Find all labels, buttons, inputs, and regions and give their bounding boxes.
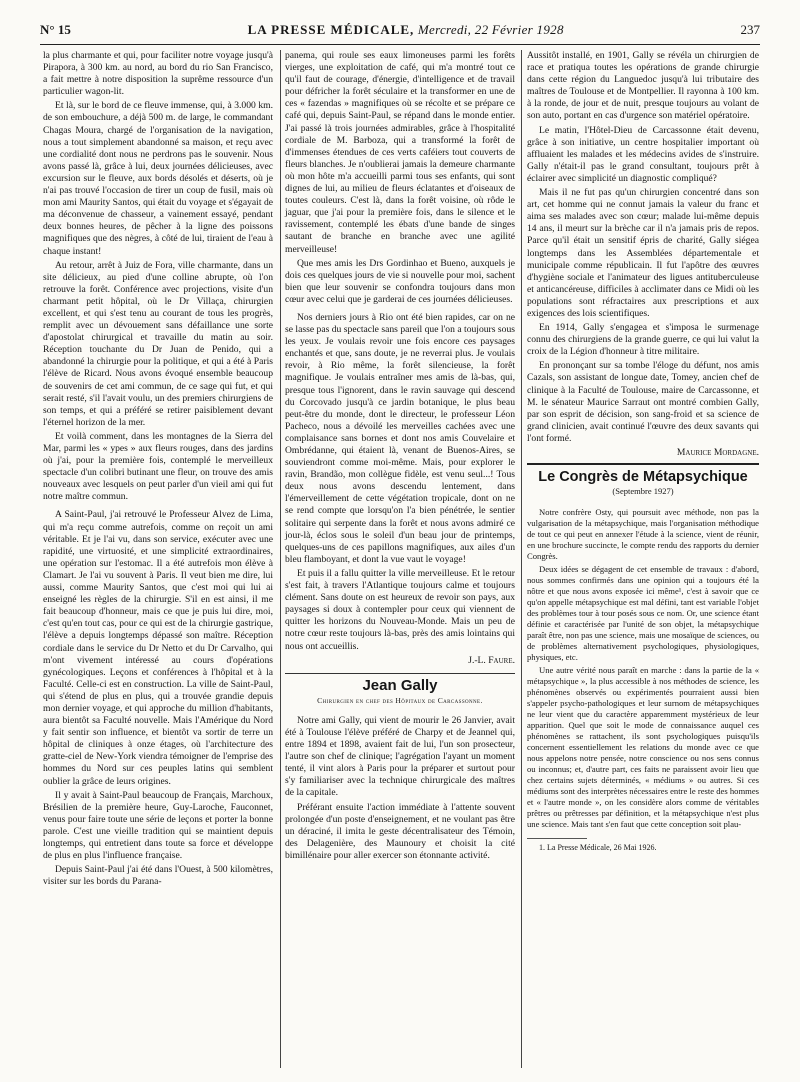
paragraph: Une autre vérité nous paraît en marche : dans la partie de la « métapsychique », la plus accessible à nos méthodes de science, les phénomènes observés ou expérimentés pourraient aussi bien s'appeler psycho-pathologiques et leur surnom de métapsychiques ne leur vient que du caractère apparemment mystérieux de leur apparition. Quel que soit le mode de connaissance auquel ces phénomènes se rattachent, ils sont psychologiques puisqu'ils concernent essentiellement les relations du monde avec ce que nous appelons notre pensée, notre conscience ou nos sens connus ou inconnus; et, d'autre part, ces faits ne paraissent avoir lieu que chez certains sujets déterminés, « médiums » ou autres. Si ces médiums sont des interprètes nécessaires entre le reste des hommes et « l'autre monde », on les considère alors comme de véritables prêtres ou prêtresses par définition, et la métapsychique n'est plus une science. Mais tant s'en faut que cette conception soit plau- (527, 665, 759, 830)
footnote: 1. La Presse Médicale, 26 Mai 1926. (539, 843, 657, 853)
column-divider (280, 50, 281, 1068)
paragraph: Depuis Saint-Paul j'ai été dans l'Ouest, à 500 kilomètres, visiter sur les bords du Parana- (43, 864, 273, 888)
paragraph: Aussitôt installé, en 1901, Gally se révéla un chirurgien de race et pratiqua toutes les opérations de grande chirurgie dans cette région du Languedoc jusqu'à lui tributaire des maîtres de Toulouse et de Montpellier. Il rayonna à 100 km. à la ronde, de jour et de nuit, presque toujours au volant de son auto, portant en cas d'urgence son matériel opératoire. (527, 50, 759, 122)
masthead (248, 22, 564, 38)
journal-name: LA PRESSE MÉDICALE, (247, 22, 415, 37)
article-title: Jean Gally (362, 676, 438, 694)
paragraph: Et là, sur le bord de ce fleuve immense, qui, à 3.000 km. de son embouchure, a déjà 500 m. de large, le commandant Chagas Moura, chargé de l'organisation de la navigation, nous a tout simplement abandonné sa maison, et reçu avec une cordialité dont nous ne perdrons pas le souvenir. Nous avons passé là, grâce à lui, deux journées délicieuses, avec excursion sur le fleuve, aux bords désolés et déserts, où je n'ai pas trouvé l'occasion de tirer un coup de fusil, mais où mon ami Maurity Santos, qui était du voyage et s'égayait de ma déconvenue de chasseur, a vainement essayé, pendant deux bonnes heures, de pêcher à la ligne des poissons magnifiques que des nègres, à côté de lui, tiraient de l'eau à chaque instant! (43, 100, 273, 257)
article-subtitle: Chirurgien en chef des Hôpitaux de Carcassonne. (317, 695, 483, 705)
page-header (40, 22, 760, 44)
column-divider (521, 50, 522, 1068)
paragraph: En prononçant sur sa tombe l'éloge du défunt, nos amis Cazals, son assistant de longue date, Tomey, ancien chef de clinique à la Faculté de Toulouse, maire de Carcassonne, et M. le sénateur Maurice Sarraut ont montré combien Gally, par son esprit de décision, son sang-froid et sa science de grand clinicien, avait continué l'œuvre des deux savants qui l'ont formé. (527, 360, 759, 444)
paragraph: Que mes amis les Drs Gordinhao et Bueno, auxquels je dois ces quelques jours de vie si nouvelle pour moi, sachent bien que leur souvenir se confondra toujours dans mon cœur avec celui que je garderai de ces journées délicieuses. (285, 257, 515, 305)
paragraph: Notre confrère Osty, qui poursuit avec méthode, non pas la vulgarisation de la métapsychique, mais l'organisation méthodique de tout ce qui peut en annexer l'étude à la science, vient de réunir, en une brochure succincte, le compte rendu des rapports du dernier Congrès. (527, 507, 759, 562)
paragraph: la plus charmante et qui, pour faciliter notre voyage jusqu'à Pirapora, à 300 km. au nord, au bord du rio San Francisco, a fait mettre à notre disposition la suprême ressource d'un particulier wagon-lit. (43, 50, 273, 98)
page-number: 237 (740, 22, 760, 37)
paragraph: Préférant ensuite l'action immédiate à l'attente souvent prolongée d'un poste d'enseignement, et ne voulant pas être un déraciné, il imita le geste décentralisateur des Témoin, des Delagenière, des Maunoury et choisit la cité bimillénaire pour aller exercer son étonnante activité. (285, 801, 515, 861)
header-rule (40, 44, 760, 45)
paragraph: Et voilà comment, dans les montagnes de la Sierra del Mar, parmi les « ypes » aux fleurs rouges, dans des jardins où j'ai, pour la première fois, contemplé le merveilleux spectacle d'un colibri butinant une fleur, on trouve des amis nouveaux avec lesquels on peut parler d'un vieil ami qui fut notre maître commun. (43, 430, 273, 503)
paragraph: En 1914, Gally s'engagea et s'imposa le surmenage connu des chirurgiens de la grande guerre, ce qui lui valut la croix de la Légion d'honneur à titre militaire. (527, 322, 759, 358)
paragraph: Et puis il a fallu quitter la ville merveilleuse. Et le retour s'est fait, à travers l'Atlantique toujours calme et toujours clément. Sans doute on est heureux de revoir son pays, aux paysages si doux à contempler pour ceux qui viennent de quitter les horizons du Nouveau-Monde. Mais un peu de notre cœur reste toujours là-bas, près des amis lointains qui nous ont accueillis. (285, 567, 515, 652)
issue-number: N° 15 (40, 22, 71, 37)
issue-date: Mercredi, 22 Février 1928 (417, 22, 564, 37)
paragraph: Au retour, arrêt à Juiz de Fora, ville charmante, dans un site délicieux, au pied d'une colline abrupte, où l'on retrouve la forêt. Conférence avec projections, visite d'un charmant petit hôpital, où le Dr Villaça, chirurgien excellent, et qui s'est tenu au courant de tous les progrès, remplit avec un dévouement sans défaillance une sorte d'apostolat chirurgical et travaille du matin au soir. Réception touchante du Dr Juan de Penido, qui a abandonné la chirurgie pour la politique, et qui a été à Paris l'élève de Ricard. Nous avons évoqué ensemble beaucoup de souvenirs de cet ami commun, de ce sage qui fut, et qui serait resté, s'il l'avait voulu, un des premiers chirurgiens de son temps, et qui a préféré se retirer paisiblement devant l'éternel horizon de la mer. (43, 259, 273, 428)
article-separator (285, 673, 515, 674)
signature: J.-L. Faure. (468, 654, 515, 666)
paragraph: Le matin, l'Hôtel-Dieu de Carcassonne était devenu, grâce à son initiative, un centre hospitalier important où affluaient les malades et les médecins avides de s'instruire. Gally n'était-il pas le grand consultant, toujours prêt à éclairer avec simplicité un diagnostic compliqué? (527, 124, 759, 184)
paragraph: Deux idées se dégagent de cet ensemble de travaux : d'abord, nous sommes confirmés dans une opinion qui a toujours été la nôtre et que nous avons exposée ici même¹, c'est à savoir que ce qu'on appelle métapsychique est mal défini, tant est variable l'objet des problèmes tour à tour posés sous ce nom. Or, une science étant définie et caractérisée par l'unité de son objet, la métapsychique paraît être, non pas une science, mais une mosaïque de sciences, ou de problèmes alternativement psychologiques, physiologiques, physiques, etc. (527, 564, 759, 663)
column-2 (285, 50, 515, 864)
article-separator (527, 463, 759, 465)
paragraph: panema, qui roule ses eaux limoneuses parmi les forêts vierges, une exploitation de café, qui m'a montré tout ce qu'il faut de courage, d'énergie, d'intelligence et de travail pour défricher la forêt séculaire et la transformer en une de ces « fazendas » magnifiques où se récolte et se prépare ce café qui, depuis Saint-Paul, se répand dans le monde entier. J'ai passé là trois journées admirables, grâce à l'hospitalité cordiale de M. Barboza, qui a transformé la forêt de d'immenses étendues de ces verts caféiers tout couverts de fleurs blanches. Je n'oublierai jamais la demeure charmante où mon hôte m'a accueilli parmi tous ses enfants, qui sont dignes de lui, au milieu de fleurs éclatantes et d'oiseaux de toutes couleurs. C'est là, dans la forêt voisine, où rôde le jaguar, que j'ai pour la première fois, dans le silence et le ravissement, contemplé les ébats d'une bande de singes sautant de branche en branche avec une agilité merveilleuse! (285, 50, 515, 255)
paragraph: Mais il ne fut pas qu'un chirurgien concentré dans son art, cet homme qui ne connut jamais la valeur du franc et aima ses malades avec son cœur; malade lui-même depuis 14 ans, il meurt sur la brèche car il n'a jamais pris de repos. Parce qu'il était un sensitif épris de charité, Gally siégea longtemps dans les Assemblées départementale et municipale comme républicain. Il fut l'apôtre des œuvres d'hygiène sociale et l'animateur des ligues antituberculeuse et anticancéreuse, difficiles à acclimater dans ce Midi où les populations sont réfractaires aux prescriptions et aux exigences des lois scientifiques. (527, 187, 759, 319)
column-3 (527, 50, 759, 856)
paragraph: Nos derniers jours à Rio ont été bien rapides, car on ne se lasse pas du spectacle sans pareil que l'on a toujours sous les yeux. Je voulais revoir une fois encore ces paysages enchantés et que, sans doute, je ne reverrai plus. Je voulais revoir, à Rio même, la forêt silencieuse, la forêt magnifique. Je voulais entraîner mes amis de là-bas, qui, presque tous l'ignorent, dans le ravin sauvage qui descend du Corcovado jusqu'à ce jardin botanique, le plus beau peut-être du monde, dont le directeur, le professeur Léon Pacheco, nous a dévoilé les merveilles cachées avec une complaisance sans bornes et dont nos amis Couvelaire et Ombrédanne, qui étaient là, venant de Buenos-Aires, se souviendront comme moi-même. Mais, pour explorer le ravin, Brandão, mon collègue fidèle, est venu seul...! Tous deux nous avons descendu lentement, dans l'émerveillement de cette végétation tropicale, dont on ne se rend compte que lorsqu'on l'a bien pénétrée, le sentier solitaire qui serpente dans la forêt et nous avons admiré ce jour-là, éclos sous le soleil d'un beau jour de printemps, quelques-uns de ces papillons magnifiques, aux ailes d'un bleu flamboyant, et dont la vue vaut le voyage! (285, 311, 515, 565)
column-1 (43, 50, 273, 890)
article-subtitle: (Septembre 1927) (612, 486, 674, 497)
article-title: Le Congrès de Métapsychique (538, 469, 748, 486)
paragraph: Notre ami Gally, qui vient de mourir le 26 Janvier, avait été à Toulouse l'élève préféré de Charpy et de Jeannel qui, entre 1894 et 1898, avaient fait de lui, l'un son prosecteur, l'autre son chef de clinique; l'agrégation l'ayant un moment tenté, il vint alors à Paris pour la préparer et surtout pour s'y familiariser avec la technique chirurgicale des maîtres de la capitale. (285, 714, 515, 799)
signature: Maurice Mordagne. (676, 447, 759, 458)
paragraph: A Saint-Paul, j'ai retrouvé le Professeur Alvez de Lima, qui m'a reçu comme autrefois, comme on reçoit un ami véritable. Et je l'ai vu, dans son service, exécuter avec une rapidité, une virtuosité, et une simplicité extraordinaires, une opération sur l'estomac. Il a été autrefois mon élève à Clamart. Je l'ai vu souvent à Paris. Il veut bien me dire, lui aussi, comme Maurity Santos, que c'est moi qui lui ai enseigné les règles de la chirurgie. S'il en est ainsi, il me fait beaucoup d'honneur, mais ce que je puis lui dire, moi, c'est qu'en tout cas, pour ce qui est de la chirurgie gastrique, l'élève a depuis longtemps dépassé son maître. Réception cordiale dans le service du Dr Netto et du Dr Carvalho, qui m'ont vivement intéressé au cours d'opérations gynécologiques. Leçons et conférences à l'hôpital et à la Faculté. Celle-ci est en construction. La ville de Saint-Paul, qui s'étend de plus en plus, qui a trouvée grandie depuis mon dernier voyage, et qui approche du million d'habitants, aura bientôt sa Faculté nouvelle. Mais l'Amérique du Nord y fait sentir son influence, et bientôt va sortir de terre un hôpital de cliniques à onze étages, où l'architecture des gratte-ciel de New-York viendra témoigner de l'emprise des hommes du Nord sur ces peuples latins qui semblent oublier la grâce de leurs origines. (43, 509, 273, 787)
paragraph: Il y avait à Saint-Paul beaucoup de Français, Marchoux, Brésilien de la première heure, Guy-Laroche, Fauconnet, venus pour faire toute une série de leçons et porter la bonne parole. C'est une vieille tradition qui se maintient depuis longtemps, qui entretient dans toute sa force et développe de plus en plus l'influence française. (43, 789, 273, 862)
